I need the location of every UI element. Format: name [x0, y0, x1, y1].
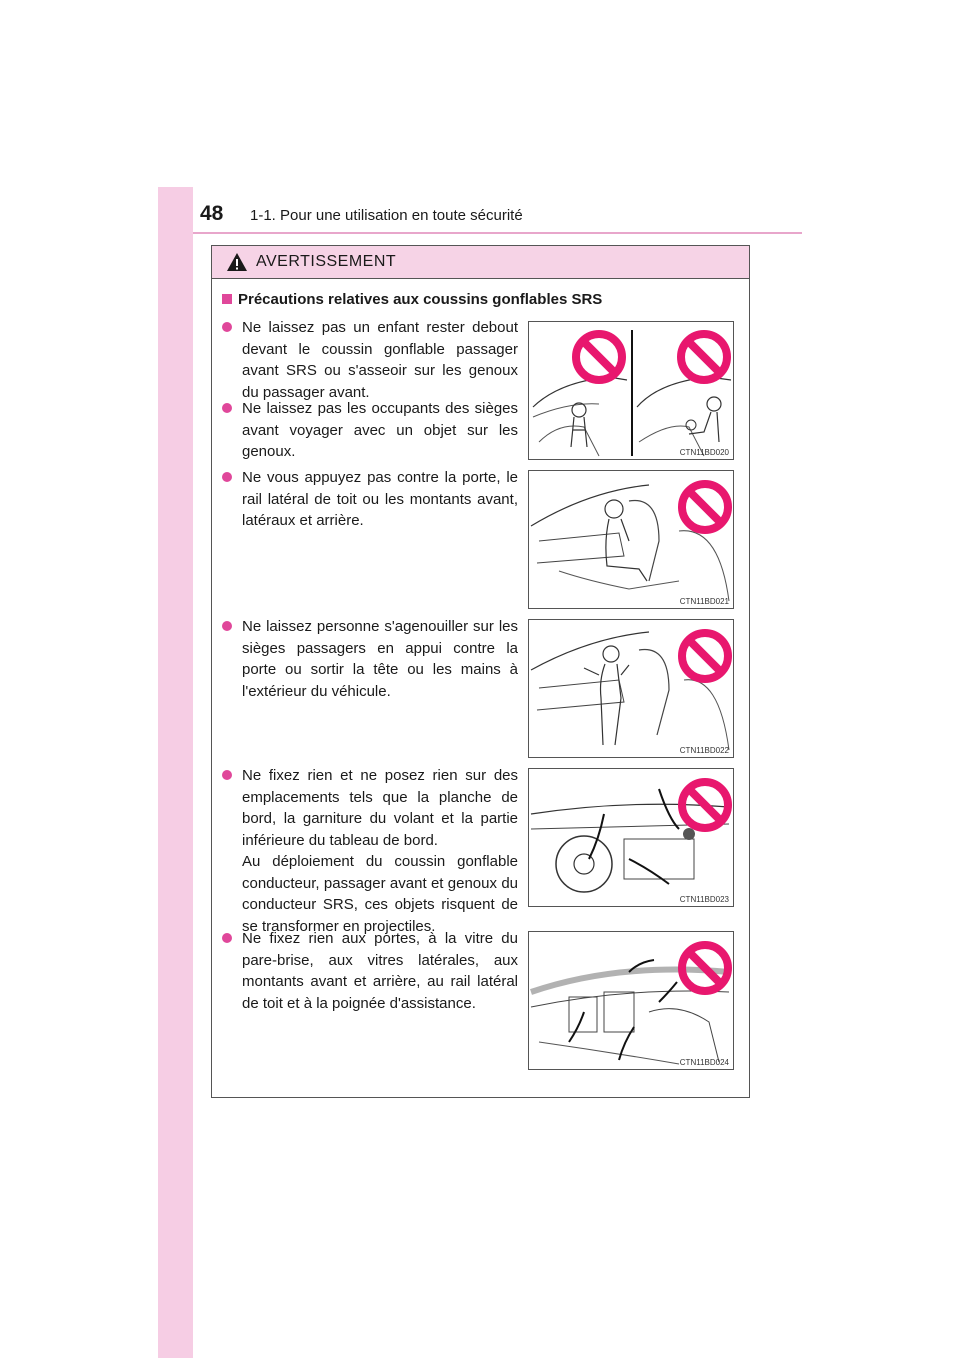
figure-child-airbag — [528, 321, 734, 460]
warning-item-text: Ne laissez pas les occupants des sièges avant voyager avec un objet sur les genoux. — [242, 400, 518, 460]
figure-kneeling-seat — [528, 619, 734, 758]
figure-code: CTN11BD021 — [679, 597, 729, 606]
chapter-side-tab — [158, 187, 193, 1358]
figure-code: CTN11BD024 — [679, 1058, 729, 1067]
section-title: 1-1. Pour une utilisation en toute sécurité — [250, 207, 523, 224]
page-number: 48 — [200, 202, 224, 225]
figure-code: CTN11BD022 — [679, 746, 729, 755]
bullet-icon — [222, 403, 232, 413]
warning-item — [222, 928, 518, 1014]
bullet-icon — [222, 770, 232, 780]
warning-box — [211, 245, 750, 1098]
prohibition-icon — [576, 334, 622, 380]
bullet-icon — [222, 933, 232, 943]
warning-item — [222, 398, 518, 463]
warning-item-text: Ne vous appuyez pas contre la porte, le rail latéral de toit ou les montants avant, latéraux et arrière. — [242, 469, 518, 529]
header-rule — [193, 232, 802, 234]
prohibition-icon — [681, 334, 727, 380]
warning-header — [212, 246, 749, 279]
prohibition-icon — [682, 782, 728, 828]
prohibition-icons — [529, 932, 734, 1070]
bullet-icon — [222, 472, 232, 482]
warning-item — [222, 317, 518, 403]
warning-subheading — [222, 291, 602, 308]
warning-item-text: Ne fixez rien aux portes, à la vitre du pare-brise, aux vitres latérales, aux montants avant et arrière, au rail latéral de toit et à la poignée d'assistance. — [242, 930, 518, 1012]
warning-title: AVERTISSEMENT — [256, 253, 397, 270]
prohibition-icon — [682, 484, 728, 530]
warning-item — [222, 616, 518, 702]
warning-item-text: Ne laissez personne s'agenouiller sur les sièges passagers en appui contre la porte ou sortir la tête ou les mains à l'extérieur du véhicule. — [242, 618, 518, 700]
prohibition-icon — [682, 633, 728, 679]
figure-doors-windows — [528, 931, 734, 1070]
prohibition-icons — [529, 471, 734, 609]
bullet-icon — [222, 621, 232, 631]
figure-dashboard-objects — [528, 768, 734, 907]
prohibition-icons — [529, 322, 734, 460]
warning-item-text: Ne laissez pas un enfant rester debout devant le coussin gonflable passager avant SRS ou s'asseoir sur les genoux du passager avant. — [242, 319, 518, 401]
figure-code: CTN11BD023 — [679, 895, 729, 904]
bullet-icon — [222, 322, 232, 332]
figure-code: CTN11BD020 — [679, 448, 729, 457]
subheading-text: Précautions relatives aux coussins gonflables SRS — [238, 291, 603, 308]
prohibition-icons — [529, 620, 734, 758]
warning-item — [222, 765, 518, 937]
warning-triangle-icon — [226, 252, 248, 272]
square-bullet-icon — [222, 294, 232, 304]
prohibition-icon — [682, 945, 728, 991]
figure-leaning-door — [528, 470, 734, 609]
warning-item-text: Ne fixez rien et ne posez rien sur des emplacements tels que la planche de bord, la garniture du volant et la partie inférieure du tableau de bord. Au déploiement du coussin gonflable conducteur, passager avant et genoux du conducteur SRS, ces objets risquent de se transformer en projectiles. — [242, 767, 518, 935]
prohibition-icons — [529, 769, 734, 907]
warning-item — [222, 467, 518, 532]
